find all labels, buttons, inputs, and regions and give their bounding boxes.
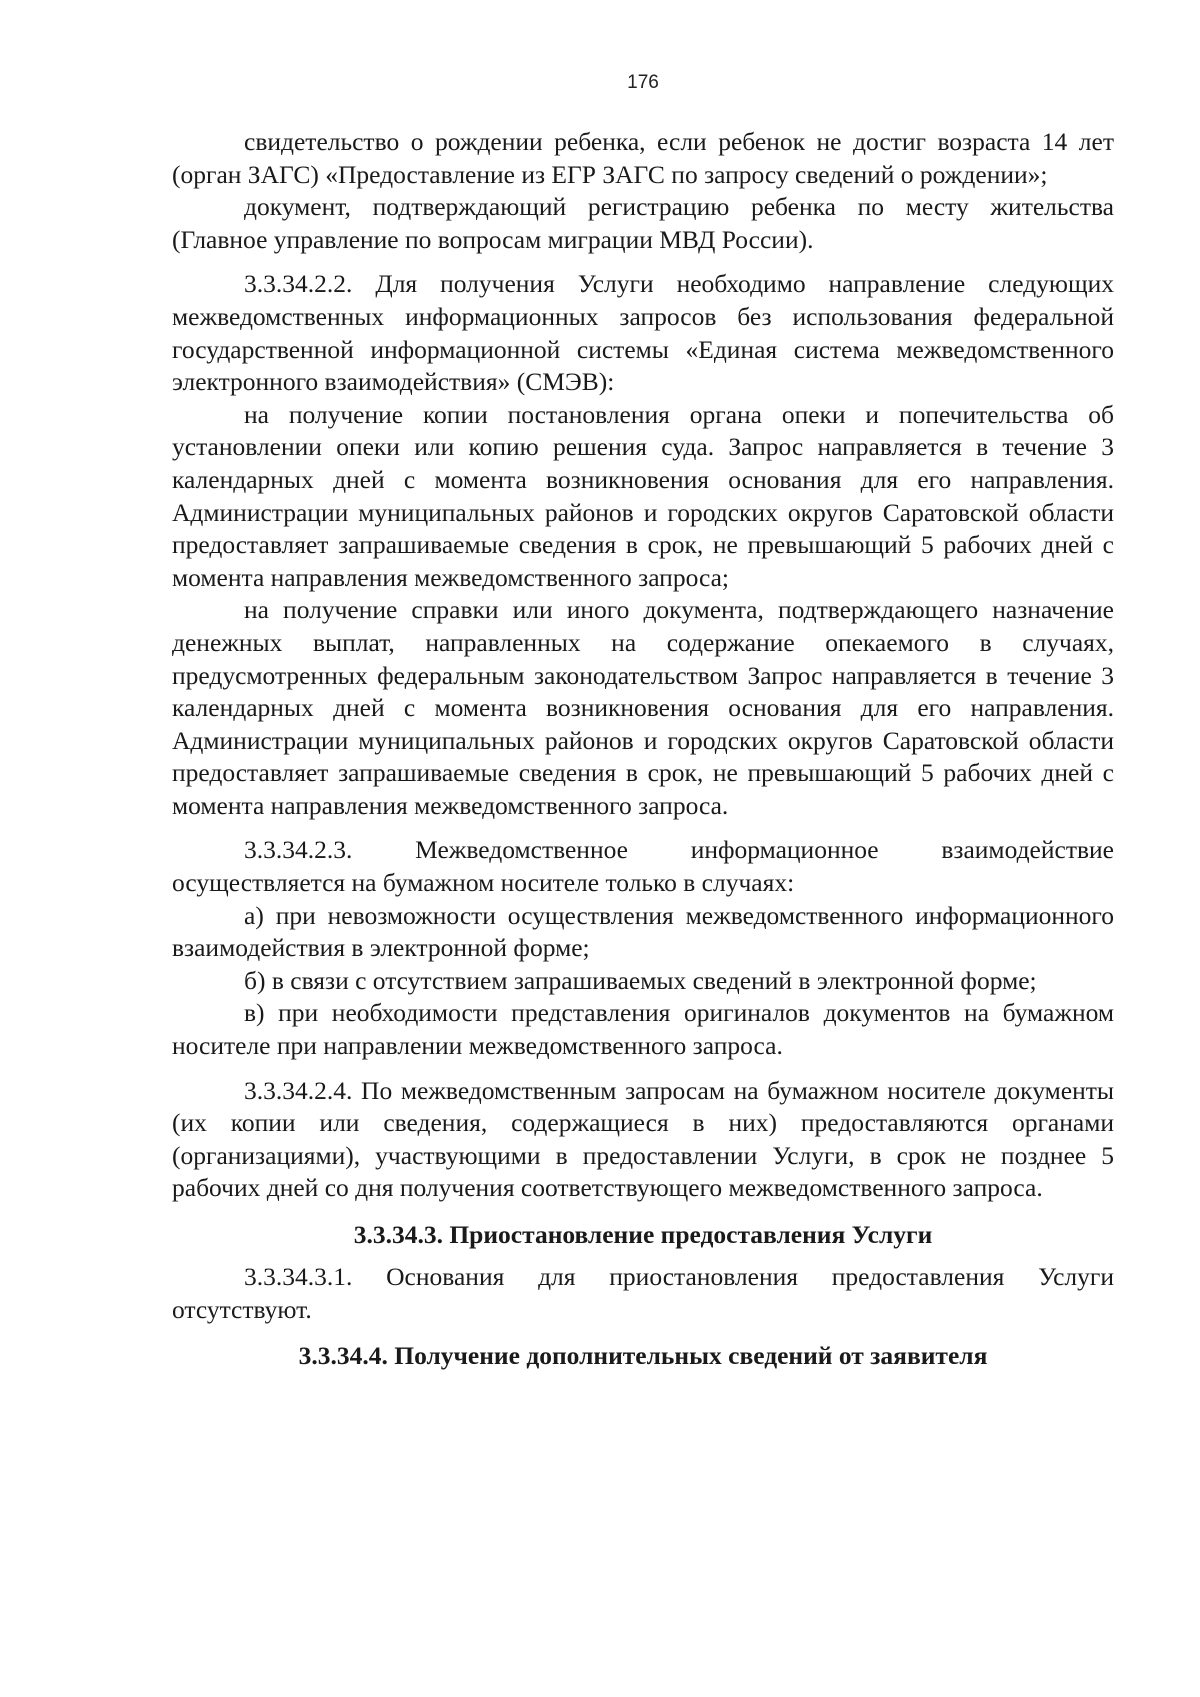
page-number: 176 [627,72,659,93]
list-item-c: в) при необходимости представления оригиналов документов на бумажном носителе при направлении межведомственного запроса. [172,998,1114,1061]
list-item-b: б) в связи с отсутствием запрашиваемых сведений в электронной форме; [244,965,1037,995]
paragraph-3-3-34-3-1: 3.3.34.3.1. Основания для приостановления предоставления Услуги отсутствуют. [172,1262,1114,1324]
paragraph-guardianship-copy: на получение копии постановления органа опеки и попечительства об установлении опеки или копию решения суда. Запрос направляется в течение 3 календарных дней с момента возникновения основания для его направления. Администрации муниципальных районов и городских округов Саратовской области предоставляет запрашиваемые сведения в срок, не превышающий 5 рабочих дней с момента направления межведомственного запроса; [172,399,1114,592]
paragraph-3-3-34-2-2: 3.3.34.2.2. Для получения Услуги необходимо направление следующих межведомственных информационных запросов без использования федеральной государственной информационной системы «Единая система межведомственного электронного взаимодействия» (СМЭВ): [172,269,1114,397]
section-heading-additional-info: 3.3.34.4. Получение дополнительных сведений от заявителя [298,1341,988,1371]
paragraph-3-3-34-2-4: 3.3.34.2.4. По межведомственным запросам на бумажном носителе документы (их копии или сведения, содержащиеся в них) предоставляются органами (организациями), участвующими в предоставлении Услуги, в срок не позднее 5 рабочих дней со дня получения соответствующего межведомственного запроса. [172,1075,1114,1203]
section-heading-suspension: 3.3.34.3. Приостановление предоставления Услуги [353,1220,933,1249]
list-item-a: а) при невозможности осуществления межведомственного информационного взаимодействия в электронной форме; [172,900,1114,963]
document-body [172,126,1114,1382]
paragraph-payments-certificate: на получение справки или иного документа, подтверждающего назначение денежных выплат, направленных на содержание опекаемого в случаях, предусмотренных федеральным законодательством Запрос направляется в течение 3 календарных дней с момента возникновения основания для его направления. Администрации муниципальных районов и городских округов Саратовской области предоставляет запрашиваемые сведения в срок, не превышающий 5 рабочих дней с момента направления межведомственного запроса. [172,595,1114,820]
paragraph-birth-certificate: свидетельство о рождении ребенка, если ребенок не достиг возраста 14 лет (орган ЗАГС) «Предоставление из ЕГР ЗАГС по запросу сведений о рождении»; [172,127,1114,189]
paragraph-3-3-34-2-3: 3.3.34.2.3. Межведомственное информационное взаимодействие осуществляется на бумажном носителе только в случаях: [172,835,1114,898]
paragraph-registration-document: документ, подтверждающий регистрацию ребенка по месту жительства (Главное управление по вопросам миграции МВД России). [172,192,1114,254]
